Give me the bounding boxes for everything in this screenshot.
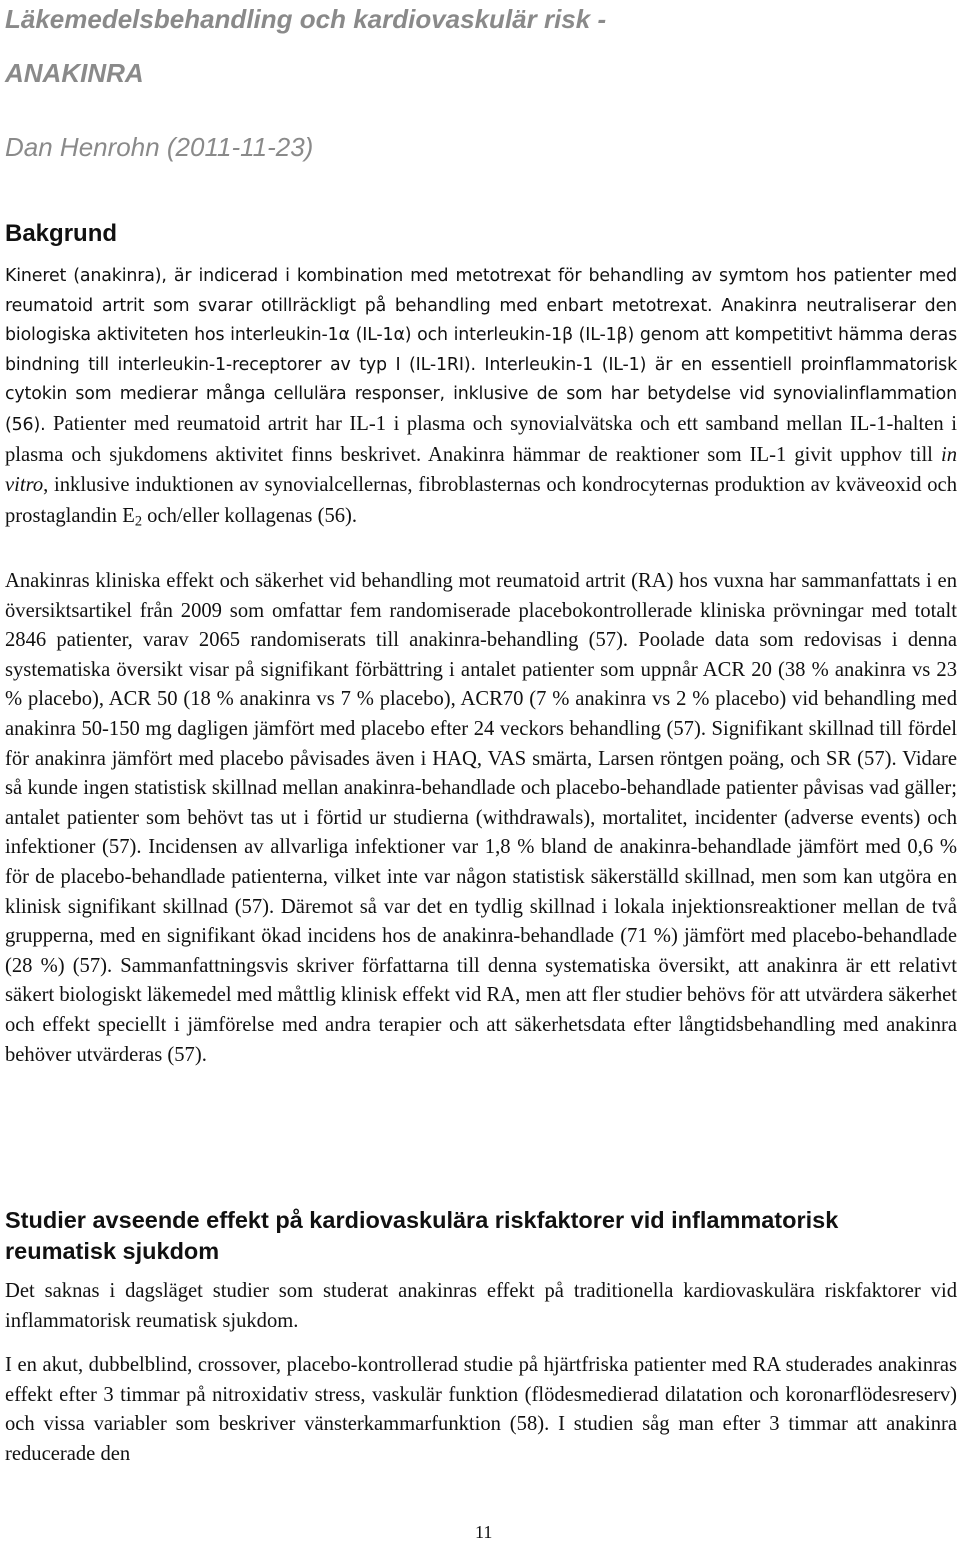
document-title-line1: Läkemedelsbehandling och kardiovaskulär risk -	[5, 4, 607, 34]
serif-text-b: , inklusive induktionen av synovialcellernas, fibroblasternas och kondrocyternas produktion av kväveoxid och prostaglandin E	[5, 474, 957, 527]
heading-bakgrund: Bakgrund	[5, 220, 118, 247]
paragraph-studies-1: Det saknas i dagsläget studier som studerat anakinras effekt på traditionella kardiovaskulära riskfaktorer vid inflammatorisk reumatisk sjukdom.	[5, 1280, 957, 1332]
paragraph-background-2: Anakinras kliniska effekt och säkerhet vid behandling mot reumatoid artrit (RA) hos vuxna har sammanfattats i en översiktsartikel från 2009 som omfattar fem randomiserade placebokontrollerade kliniska prövningar med totalt 2846 patienter, varav 2065 randomiserats till anakinra-behandling (57). Poolade data som redovisas i denna systematiska översikt visar på signifikant förbättring i antalet patienter som uppnår ACR 20 (38 % anakinra vs 23 % placebo), ACR 50 (18 % anakinra vs 7 % placebo), ACR70 (7 % anakinra vs 2 % placebo) vid behandling med anakinra 50-150 mg dagligen jämfört med placebo efter 24 veckors behandling (57). Signifikant skillnad till fördel för anakinra jämfört med placebo påvisades även i HAQ, VAS smärta, Larsen röntgen poäng, och SR (57). Vidare så kunde ingen statistisk skillnad mellan anakinra-behandlade och placebo-behandlade patienter påvisas vad gäller; antalet patienter som behövt tas ut i förtid ur studierna (withdrawals), mortalitet, incidenter (adverse events) och infektioner (57). Incidensen av allvarliga infektioner var 1,8 % bland de anakinra-behandlade jämfört med 0,6 % för de placebo-behandlade patienterna, vilket inte var någon statistisk säkerställd skillnad, men som kan utgöra en klinisk signifikant skillnad (57). Däremot så var det en tydlig skillnad i lokala injektionsreaktioner mellan de två grupperna, med en signifikant ökad incidens hos de anakinra-behandlade (71 %) jämfört med placebo-behandlade (28 %) (57). Sammanfattningsvis skriver författarna till denna systematiska översikt, att anakinra är ett relativt säkert biologiskt läkemedel med måttlig klinisk effekt vid RA, men att fler studier behövs för att utvärdera säkerhet och effekt speciellt i jämförelse med andra terapier och att säkerhetsdata efter långtidsbehandling med anakinra behöver utvärderas (57).	[5, 570, 957, 1066]
paragraph-serif-continuation	[5, 412, 957, 530]
author-date: Dan Henrohn (2011-11-23)	[5, 132, 314, 162]
paragraph-sans-text: Kineret (anakinra), är indicerad i kombination med metotrexat för behandling av symtom hos patienter med reumatoid artrit som svarar otillräckligt på behandling med enbart metotrexat. Anakinra neutraliserar den biologiska aktiviteten hos interleukin-1α (IL-1α) och interleukin-1β (IL-1β) genom att kompetitivt hämma deras bindning till interleukin-1-receptorer av typ I (IL-1RI). Interleukin-1 (IL-1) är en essentiell proinflammatorisk cytokin som medierar många cellulära responser, inklusive de som har betydelse vid synovialinflammation (56).	[5, 266, 957, 435]
serif-text-c: och/eller kollagenas (56).	[142, 504, 358, 527]
paragraph-studies-2: I en akut, dubbelblind, crossover, placebo-kontrollerad studie på hjärtfriska patienter med RA studerades anakinras effekt efter 3 timmar på nitroxidativ stress, vaskulär funktion (flödesmedierad dilatation och koronarflödesreserv) och vissa variabler som beskriver vänsterkammarfunktion (58). I studien såg man efter 3 timmar att anakinra reducerade den	[5, 1354, 957, 1465]
heading-studies: Studier avseende effekt på kardiovaskulära riskfaktorer vid inflammatorisk reumatisk sjukdom	[5, 1207, 839, 1264]
paragraph-background-1	[5, 262, 957, 532]
subscript-2: 2	[134, 513, 143, 530]
italic-in-vitro: in vitro	[5, 443, 957, 497]
serif-text-a: Patienter med reumatoid artrit har IL-1 i plasma och synovialvätska och ett samband mellan IL-1-halten i plasma och sjukdomens aktivitet finns beskrivet. Anakinra hämmar de reaktioner som IL-1 givit upphov till	[5, 412, 957, 466]
document-title-line2: ANAKINRA	[5, 58, 144, 88]
page-number: 11	[475, 1522, 493, 1542]
